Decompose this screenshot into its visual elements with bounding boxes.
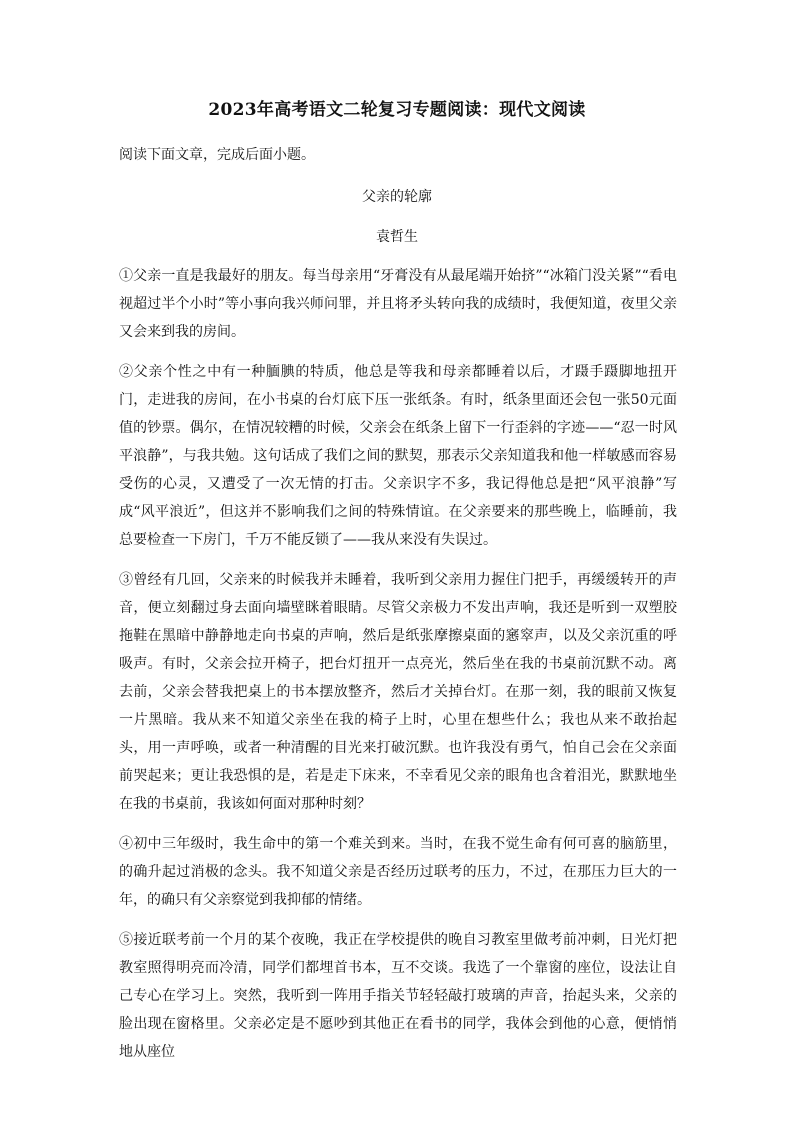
document-title: 2023年高考语文二轮复习专题阅读：现代文阅读 bbox=[208, 100, 586, 120]
paragraph-3: ③曾经有几回，父亲来的时候我并未睡着，我听到父亲用力握住门把手，再缓缓转开的声音，便立刻翻过身去面向墙壁眯着眼睛。尽管父亲极力不发出声响，我还是听到一双塑胶拖鞋在黑暗中静静地走向书桌的声响，然后是纸张摩擦桌面的窸窣声，以及父亲沉重的呼吸声。有时，父亲会拉开椅子，把台灯扭开一点亮光，然后坐在我的书桌前沉默不动。离去前，父亲会替我把桌上的书本摆放整齐，然后才关掉台灯。在那一刻，我的眼前又恢复一片黑暗。我从来不知道父亲坐在我的椅子上时，心里在想些什么；我也从来不敢抬起头，用一声呼唤，或者一种清醒的目光来打破沉默。也许我没有勇气，怕自己会在父亲面前哭起来；更让我恐惧的是，若是走下床来，不幸看见父亲的眼角也含着泪光，默默地坐在我的书桌前，我该如何面对那种时刻？ bbox=[119, 572, 677, 812]
article-author: 袁哲生 bbox=[376, 229, 418, 245]
paragraph-4: ④初中三年级时，我生命中的第一个难关到来。当时，在我不觉生命有何可喜的脑筋里，的确升起过消极的念头。我不知道父亲是否经历过联考的压力，不过，在那压力巨大的一年，的确只有父亲察觉到我抑郁的情绪。 bbox=[119, 836, 677, 908]
article-body bbox=[119, 262, 677, 1078]
paragraph-2: ②父亲个性之中有一种腼腆的特质，他总是等我和母亲都睡着以后，才蹑手蹑脚地扭开门，走进我的房间，在小书桌的台灯底下压一张纸条。有时，纸条里面还会包一张50元面值的钞票。偶尔，在情况较糟的时候，父亲会在纸条上留下一行歪斜的字迹——“忍一时风平浪静”，与我共勉。这句话成了我们之间的默契，那表示父亲知道我和他一样敏感而容易受伤的心灵，又遭受了一次无情的打击。父亲识字不多，我记得他总是把“风平浪静”写成“风平浪近”，但这并不影响我们之间的特殊情谊。在父亲要来的那些晚上，临睡前，我总要检查一下房门，千万不能反锁了——我从来没有失误过。 bbox=[119, 364, 677, 548]
reading-instruction: 阅读下面文章，完成后面小题。 bbox=[119, 147, 315, 163]
paragraph-5: ⑤接近联考前一个月的某个夜晚，我正在学校提供的晚自习教室里做考前冲刺，日光灯把教室照得明亮而冷清，同学们都埋首书本，互不交谈。我选了一个靠窗的座位，设法让自己专心在学习上。突然，我听到一阵用手指关节轻轻敲打玻璃的声音，抬起头来，父亲的脸出现在窗格里。父亲必定是不愿吵到其他正在看书的同学，我体会到他的心意，便悄悄地从座位 bbox=[119, 932, 677, 1060]
article-title: 父亲的轮廓 bbox=[362, 189, 432, 205]
paragraph-1: ①父亲一直是我最好的朋友。每当母亲用“牙膏没有从最尾端开始挤”“冰箱门没关紧”“看电视超过半个小时”等小事向我兴师问罪，并且将矛头转向我的成绩时，我便知道，夜里父亲又会来到我的房间。 bbox=[119, 268, 677, 340]
